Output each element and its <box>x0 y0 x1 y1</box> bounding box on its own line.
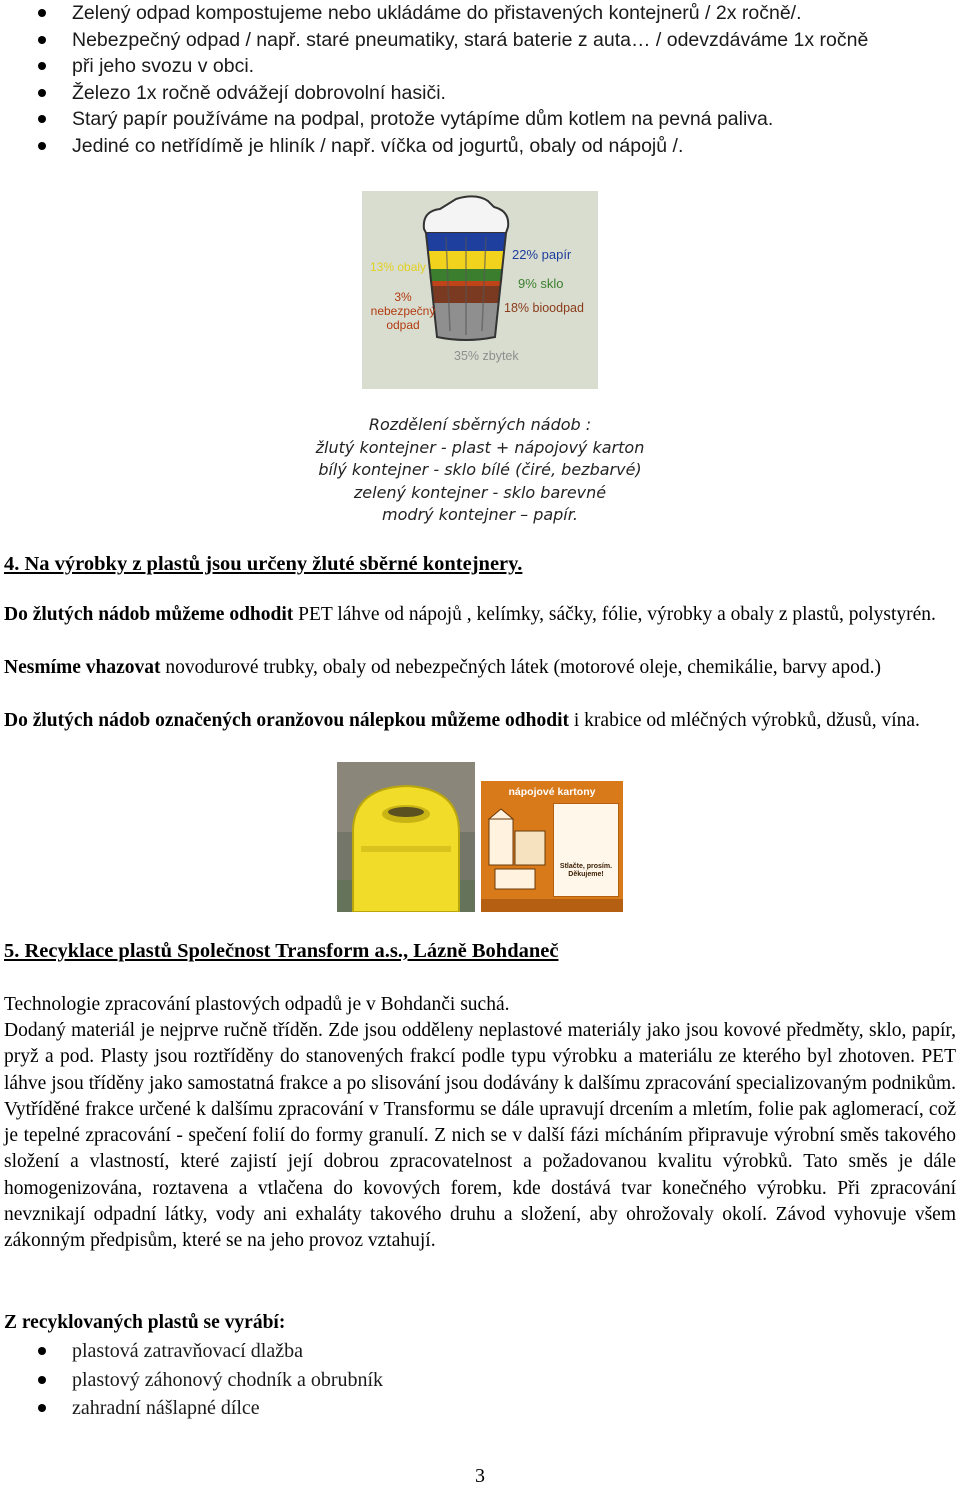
paragraph-orange-sticker: Do žlutých nádob označených oranžovou nálepkou můžeme odhodit i krabice od mléčných výrobků, džusů, vína. <box>4 710 920 731</box>
list-item: Zelený odpad kompostujeme nebo ukládáme do přistavených kontejnerů / 2x ročně/. <box>0 0 868 27</box>
sticker-instructions-box <box>553 803 619 897</box>
section-5-heading: 5. Recyklace plastů Společnost Transform a.s., Lázně Bohdaneč <box>4 940 559 962</box>
caption-line: Rozdělení sběrných nádob : <box>368 415 592 434</box>
label-glass: 9% sklo <box>518 276 564 291</box>
caption-line: zelený kontejner - sklo barevné <box>353 482 607 502</box>
bullet-icon <box>38 89 46 97</box>
caption-line: bílý kontejner - sklo bílé (čiré, bezbarvé) <box>318 460 642 479</box>
yellow-container-photo <box>337 762 475 912</box>
products-list <box>0 1337 383 1423</box>
list-item: Nebezpečný odpad / např. staré pneumatiky, stará baterie z auta… / odevzdáváme 1x ročně <box>0 27 868 54</box>
page-number: 3 <box>475 1465 485 1487</box>
label-paper: 22% papír <box>512 247 572 262</box>
waste-sorting-list <box>0 0 868 159</box>
bullet-icon <box>38 1404 46 1412</box>
sticker-title: nápojové kartony <box>508 786 596 798</box>
paragraph-technology: Technologie zpracování plastových odpadů je v Bohdanči suchá. <box>4 994 510 1015</box>
bold-phrase: Do žlutých nádob můžeme odhodit <box>4 604 294 625</box>
products-heading: Z recyklovaných plastů se vyrábí: <box>4 1312 286 1333</box>
bold-phrase: Nesmíme vhazovat <box>4 657 161 678</box>
paragraph-process: Dodaný materiál je nejprve ručně tříděn. Zde jsou odděleny neplastové materiály jako jsou kovové předměty, sklo, papír, pryž a pod. Plasty jsou roztříděny do stanovených frakcí podle typu výrobku a materiálu ze kterého byl zhotoven. PET láhve jsou tříděny jako samostatná frakce a po slisování jsou dodávány k dalšímu zpracování specializovaným podnikům. Vytříděné frakce určené k dalšímu zpracování v Transformu se dále upravují drcením a mletím, folie pak aglomerací, což je tepelné zpracování - spečení folií do formy granulí. Z nich se v další fázi mícháním připravuje výrobní směs takového složení a vlastností, které zajistí její dobrou zpracovatelnost a požadovanou kvalitu výrobků. Tato směs je dále homogenizována, roztavena a vtlačena do kovových forem, kde dostává tvar konečného výrobku. Při zpracování nevznikají odpadní látky, vody ani exhaláty takového druhu a složení, aby ohrožovaly okolí. Závod vyhovuje všem zákonným předpisům, které se na jeho provoz vztahují. <box>4 1020 956 1252</box>
paragraph-allowed: Do žlutých nádob můžeme odhodit PET láhve od nápojů , kelímky, sáčky, fólie, výrobky a obaly z plastů, polystyrén. <box>4 604 936 625</box>
bullet-icon <box>38 62 46 70</box>
beverage-carton-sticker <box>481 781 623 912</box>
list-item: zahradní nášlapné dílce <box>0 1394 383 1423</box>
section-4-heading: 4. Na výrobky z plastů jsou určeny žluté sběrné kontejnery. <box>4 553 523 575</box>
list-item: plastový záhonový chodník a obrubník <box>0 1366 383 1395</box>
list-item: Železo 1x ročně odvážejí dobrovolní hasiči. <box>0 80 868 107</box>
caption-line: modrý kontejner – papír. <box>382 505 578 524</box>
sticker-thanks: Stlačte, prosím. Děkujeme! <box>559 863 613 878</box>
bullet-icon <box>38 142 46 150</box>
label-hazardous: 3% nebezpečný odpad <box>370 290 436 332</box>
list-item: Jediné co netřídímě je hliník / např. víčka od jogurtů, obaly od nápojů /. <box>0 133 868 160</box>
list-item: plastová zatravňovací dlažba <box>0 1337 383 1366</box>
waste-composition-figure <box>362 191 598 389</box>
yellow-container-image <box>337 762 475 912</box>
list-item: při jeho svozu v obci. <box>0 53 868 80</box>
bullet-icon <box>38 115 46 123</box>
caption-line: žlutý kontejner - plast + nápojový karton <box>315 437 645 457</box>
bullet-icon <box>38 1376 46 1384</box>
figure-caption <box>240 414 720 527</box>
list-item: Starý papír používáme na podpal, protože vytápíme dům kotlem na pevná paliva. <box>0 106 868 133</box>
paragraph-forbidden: Nesmíme vhazovat novodurové trubky, obaly od nebezpečných látek (motorové oleje, chemikálie, barvy apod.) <box>4 657 882 678</box>
label-bio: 18% bioodpad <box>504 301 584 315</box>
bullet-icon <box>38 9 46 17</box>
label-rest: 35% zbytek <box>454 349 519 363</box>
bullet-icon <box>38 1347 46 1355</box>
label-plastic: 13% obaly <box>370 260 427 274</box>
bullet-icon <box>38 36 46 44</box>
bold-phrase: Do žlutých nádob označených oranžovou nálepkou můžeme odhodit <box>4 710 570 731</box>
